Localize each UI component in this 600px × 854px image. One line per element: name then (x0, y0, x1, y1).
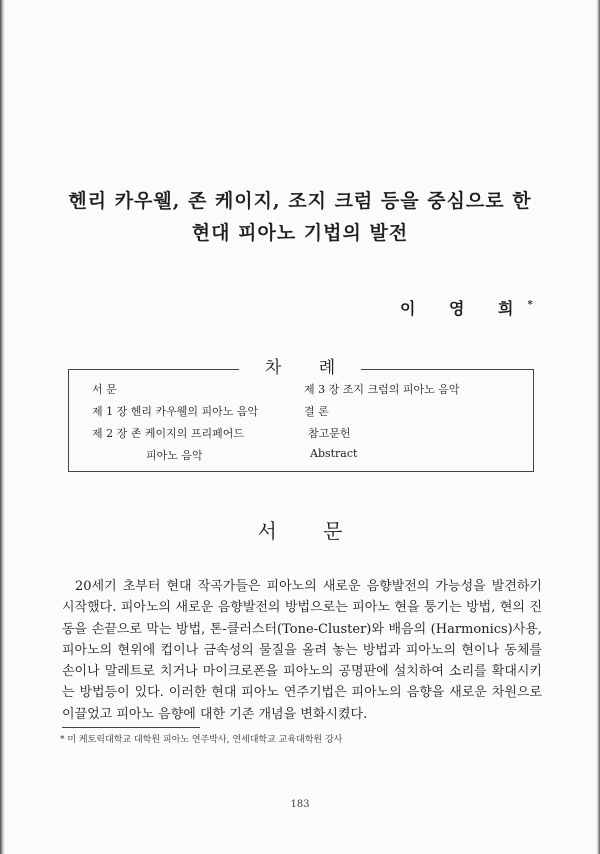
author-footnote-mark: * (527, 299, 533, 311)
footnote-rule (62, 727, 200, 728)
toc-heading (0, 353, 600, 378)
title-line-2: 현대 피아노 기법의 발전 (191, 222, 409, 244)
toc-item-references: 참고문헌 (308, 427, 351, 440)
scan-edge-right (596, 0, 600, 854)
toc-item-conclusion: 결 론 (304, 405, 329, 418)
toc-item-chapter-3: 제 3 장 조지 크럼의 피아노 음악 (304, 383, 460, 396)
title-line-1: 헨리 카우웰, 존 케이지, 조지 크럼 등을 중심으로 한 (68, 190, 532, 212)
body-text (62, 576, 542, 725)
body-paragraph: 20세기 초부터 현대 작곡가들은 피아노의 새로운 음향발전의 가능성을 발견하기 시작했다. 피아노의 새로운 음향발전의 방법으로는 피아노 현을 퉁기는 방법, 현의 진동을 손끝으로 막는 방법, 톤-클러스터(Tone-Cluster)와 배음의 (Harmonics)사용, 피아노의 현위에 컵이나 금속성의 물질을 올려 놓는 방법과 피아노의 현이나 동체를 손이나 말레트로 치거나 마이크로폰을 피아노의 공명판에 설치하여 소리를 확대시키는 방법등이 있다. 이러한 현대 피아노 연주기법은 피아노의 음향을 새로운 차원으로 이끌었고 피아노 음향에 대한 기존 개념을 변화시켰다. (62, 579, 542, 722)
section-title: 서 문 (257, 519, 363, 543)
author (400, 296, 550, 319)
table-of-contents-box (68, 369, 534, 472)
toc-item-abstract: Abstract (310, 447, 358, 460)
toc-item-chapter-2: 제 2 장 존 케이지의 프리페어드 (92, 427, 244, 440)
footnote: * 미 케토릭대학교 대학원 피아노 연주박사, 연세대학교 교육대학원 강사 (60, 735, 343, 745)
page-number: 183 (290, 799, 310, 810)
toc-item-chapter-1: 제 1 장 헨리 카우웰의 피아노 음악 (92, 405, 259, 418)
scan-edge-left (0, 0, 5, 854)
author-name: 이 영 희 (400, 299, 528, 318)
toc-item-preface: 서 문 (92, 383, 117, 396)
toc-heading-text: 차 례 (239, 358, 361, 378)
toc-item-chapter-2-cont: 피아노 음악 (146, 449, 203, 462)
